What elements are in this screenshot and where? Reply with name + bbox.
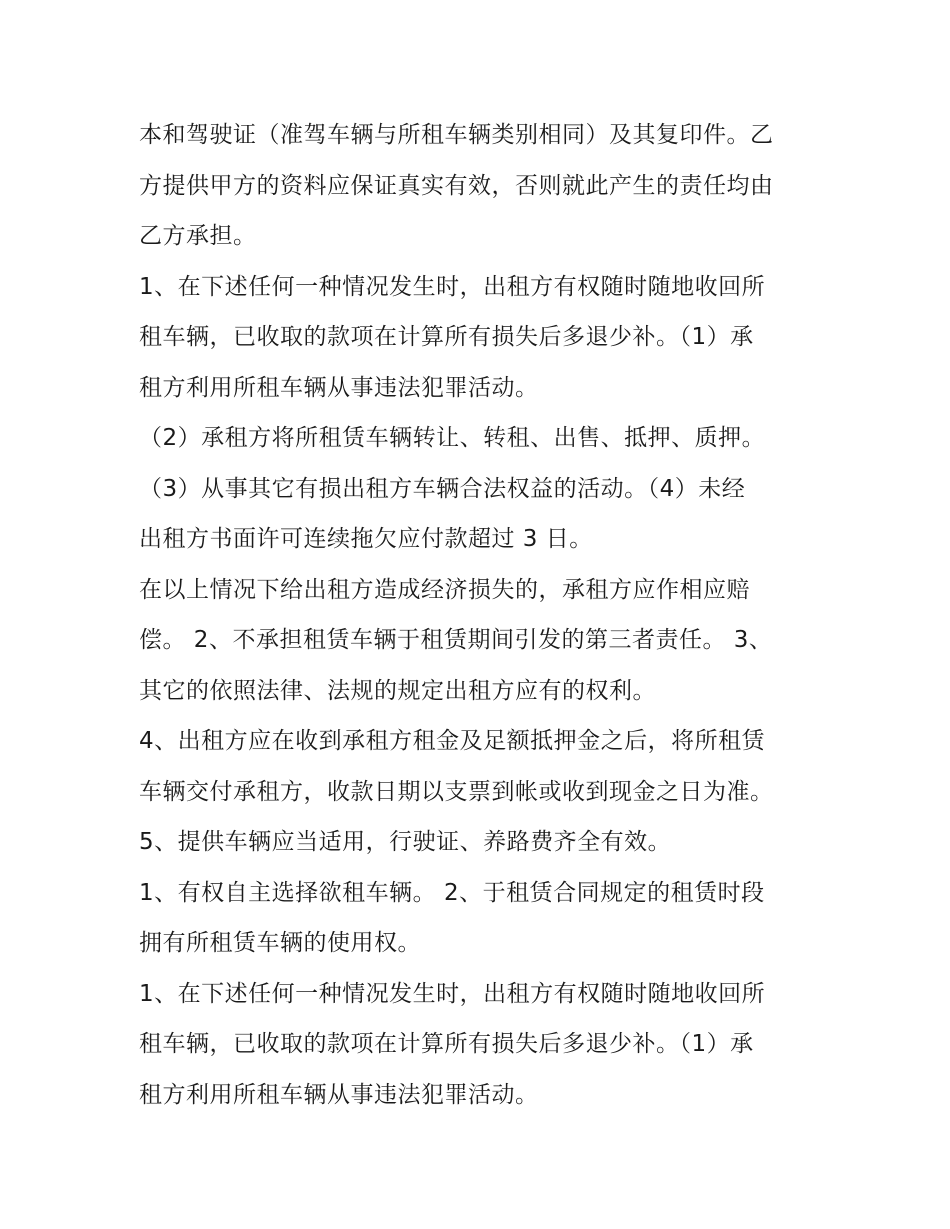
text-line: 1、在下述任何一种情况发生时，出租方有权随时随地收回所	[139, 980, 766, 1007]
contract-text-body	[139, 110, 819, 1120]
text-line: 5、提供车辆应当适用，行驶证、养路费齐全有效。	[139, 829, 672, 855]
text-line: 其它的依照法律、法规的规定出租方应有的权利。	[139, 677, 656, 704]
text-line: （3）从事其它有损出租方车辆合法权益的活动。（4）未经	[139, 475, 746, 502]
text-line: 出租方书面许可连续拖欠应付款超过 3 日。	[139, 526, 593, 552]
text-line: 在以上情况下给出租方造成经济损失的，承租方应作相应赔	[139, 576, 750, 603]
text-line: 本和驾驶证（准驾车辆与所租车辆类别相同）及其复印件。乙	[139, 122, 774, 148]
text-line: 租车辆，已收取的款项在计算所有损失后多退少补。（1）承	[139, 324, 754, 350]
text-line: 4、出租方应在收到承租方租金及足额抵押金之后，将所租赁	[139, 728, 766, 754]
text-line: 租方利用所租车辆从事违法犯罪活动。	[139, 1081, 539, 1108]
text-line: （2）承租方将所租赁车辆转让、转租、出售、抵押、质押。	[139, 425, 766, 451]
text-line: 偿。 2、不承担租赁车辆于租赁期间引发的第三者责任。 3、	[139, 627, 773, 653]
text-line: 1、有权自主选择欲租车辆。 2、于租赁合同规定的租赁时段	[139, 879, 765, 906]
text-line: 方提供甲方的资料应保证真实有效，否则就此产生的责任均由	[139, 172, 774, 199]
text-line: 拥有所租赁车辆的使用权。	[139, 930, 421, 956]
text-line: 租车辆，已收取的款项在计算所有损失后多退少补。（1）承	[139, 1031, 754, 1057]
text-line: 车辆交付承租方，收款日期以支票到帐或收到现金之日为准。	[139, 778, 774, 805]
text-line: 租方利用所租车辆从事违法犯罪活动。	[139, 374, 539, 401]
text-line: 乙方承担。	[139, 223, 257, 249]
text-line: 1、在下述任何一种情况发生时，出租方有权随时随地收回所	[139, 273, 766, 300]
